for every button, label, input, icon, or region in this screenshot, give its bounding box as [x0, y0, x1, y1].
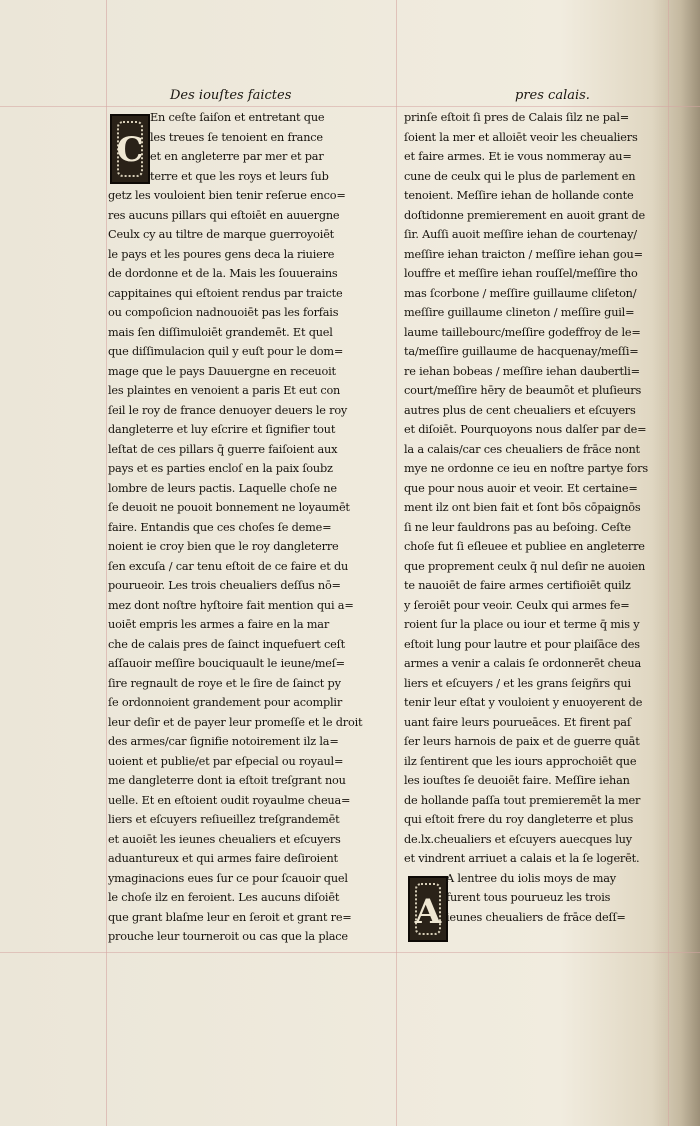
text-line: et auoiēt les ieunes cheualiers et eſcuyers [108, 832, 341, 846]
text-line: mez dont noſtre hyſtoire fait mention qui a= [108, 598, 354, 612]
text-line: mage que le pays Dauuergne en receuoit [108, 364, 336, 378]
text-line: et faire armes. Et ie vous nommeray au= [404, 150, 632, 163]
text-line: les plaintes en venoient a paris Et eut con [108, 384, 341, 397]
ruling-line [396, 0, 397, 1126]
text-column-right [404, 108, 666, 927]
text-line: mas ſcorbone / meſſire guillaume cliſeton/ [404, 286, 637, 300]
text-line: doſtidonne premierement en auoit grant de [404, 208, 646, 222]
text-line: ſir. Auſſi auoit meſſire iehan de courtenay/ [404, 228, 637, 241]
text-line: te nauoiēt de faire armes certifioiēt quilz [404, 579, 631, 592]
running-header [170, 88, 600, 110]
text-line: A lentree du iolis moys de may [446, 871, 616, 885]
text-line: leur deſir et de payer leur promeſſe et le droit [108, 715, 363, 729]
text-line: ſer leurs harnois de paix et de guerre quāt [404, 735, 640, 748]
text-line: roient ſur la place ou iour et terme q̄ mis y [404, 618, 640, 631]
text-line: aduantureux et qui armes faire deſiroient [108, 852, 338, 865]
text-line: et en angleterre par mer et par [150, 150, 324, 163]
text-line: aſſauoir meſſire bouciquault le ieune/meſ= [108, 657, 345, 670]
text-line: louffre et meſſire iehan rouſſel/meſſire tho [404, 267, 638, 280]
text-line: ſire regnault de roye et le ſire de ſainct py [108, 676, 341, 690]
text-column-left [108, 108, 390, 947]
text-line: que diſſimulacion quil y euſt pour le dom= [108, 345, 344, 358]
text-line: ou compoſicion nadnouoiēt pas les forfais [108, 306, 339, 319]
text-line: uoiēt empris les armes a faire en la mar [108, 618, 330, 631]
text-line: ſi ne leur fauldrons pas au beſoing. Ceſte [404, 520, 631, 534]
text-line: laume taillebourc/meſſire godeffroy de le= [404, 325, 641, 339]
text-line: ieunes cheualiers de frāce deſſ= [446, 910, 626, 924]
text-line: dangleterre et luy eſcrire et ſignifier tout [108, 423, 336, 436]
text-line: de hollande paſſa tout premieremēt la mer [404, 793, 641, 807]
initial-letter: A [414, 892, 442, 932]
text-line: cappitaines qui eſtoient rendus par traicte [108, 286, 343, 300]
text-line: les treues ſe tenoient en france [150, 130, 323, 144]
text-line: res aucuns pillars qui eſtoiēt en auuergne [108, 208, 340, 222]
text-line: pays et es parties encloſ en la paix ſoubz [108, 462, 333, 475]
text-line: de dordonne et de la. Mais les ſouuerains [108, 267, 338, 280]
text-line: ſeil le roy de france denuoyer deuers le roy [108, 403, 348, 417]
text-line: autres plus de cent cheualiers et eſcuyers [404, 403, 636, 417]
text-line: noient ie croy bien que le roy dangleterre [108, 540, 339, 553]
text-line: lombre de leurs pactis. Laquelle choſe ne [108, 481, 337, 495]
text-line: prinſe eſtoit ſi pres de Calais ſilz ne pal= [404, 111, 630, 124]
text-line: ſoient la mer et alloiēt veoir les cheualiers [404, 130, 638, 144]
ruling-line [668, 0, 669, 1126]
text-line: qui eſtoit frere du roy dangleterre et plus [404, 813, 634, 826]
text-line: que pour nous auoir et veoir. Et certaine= [404, 481, 638, 495]
text-line: mais ſen diſſimuloiēt grandemēt. Et quel [108, 325, 333, 339]
text-line: uant faire leurs pourueāces. Et firent paſ [404, 715, 631, 729]
text-line: cune de ceulx qui le plus de parlement en [404, 169, 636, 183]
ruling-line [0, 952, 700, 953]
text-line: le choſe ilz en feroient. Les aucuns diſoiēt [108, 891, 340, 904]
text-line: des armes/car ſignifie notoirement ilz la= [108, 735, 339, 748]
text-line: meſſire iehan traicton / meſſire iehan gou= [404, 247, 643, 261]
text-line: che de calais pres de ſainct inquefuert ceſt [108, 637, 345, 651]
text-line: que grant blaſme leur en ſeroit et grant re= [108, 910, 352, 924]
text-line: ilz ſentirent que les iours approchoiēt que [404, 754, 637, 768]
text-line: Ceulx cy au tiltre de marque guerroyoiēt [108, 228, 335, 241]
text-line: mye ne ordonne ce ieu en noſtre partye fors [404, 462, 648, 475]
text-line: ſen excuſa / car tenu eſtoit de ce faire et du [108, 559, 349, 573]
text-line: leſtat de ces pillars q̄ guerre faiſoient aux [108, 442, 338, 456]
text-line: terre et que les roys et leurs ſub [150, 169, 329, 183]
text-line: ſe ordonnoient grandement pour acomplir [108, 696, 343, 709]
header-left: Des iouſtes faictes [170, 88, 292, 103]
text-line: ment ilz ont bien fait et ſont bōs cōpaignōs [404, 501, 641, 514]
text-line: les iouſtes ſe deuoiēt faire. Meſſire iehan [404, 774, 630, 787]
initial-letter: C [116, 130, 144, 170]
text-line: court/meſſire hēry de beaumōt et pluſieurs [404, 384, 642, 397]
text-line: liers et eſcuyers / et les grans ſeigñrs qui [404, 676, 631, 690]
text-line: furent tous pourueuz les trois [446, 891, 611, 904]
text-line: armes a venir a calais ſe ordonnerēt cheua [404, 657, 641, 670]
header-right: pres calais. [515, 88, 590, 103]
text-line: le pays et les poures gens deca la riuiere [108, 247, 335, 261]
text-line: meſſire guillaume clineton / meſſire guil= [404, 306, 635, 319]
text-line: uelle. Et en eſtoient oudit royaulme cheua= [108, 793, 351, 807]
text-line: ymaginacions eues ſur ce pour ſcauoir quel [108, 871, 348, 885]
text-line: ta/meſſire guillaume de hacquenay/meſſi= [404, 345, 639, 358]
text-line: de.lx.cheualiers et eſcuyers auecques luy [404, 832, 632, 846]
text-line: la a calais/car ces cheualiers de frāce nont [404, 442, 640, 456]
text-line: me dangleterre dont ia eſtoit treſgrant nou [108, 774, 346, 787]
ruling-line [106, 0, 107, 1126]
text-line: et diſoiēt. Pourquoyons nous dalſer par de= [404, 423, 647, 436]
text-line: uoient et publie/et par eſpecial ou royaul= [108, 754, 344, 768]
text-line: choſe fut ſi eſleuee et publiee en angleterre [404, 540, 645, 553]
text-line: faire. Entandis que ces choſes ſe deme= [108, 520, 332, 534]
text-line: que proprement ceulx q̄ nul deſir ne auoien [404, 559, 646, 573]
text-line: y ſeroiēt pour veoir. Ceulx qui armes fe= [404, 598, 630, 612]
text-line: re iehan bobeas / meſſire iehan daubertli= [404, 364, 640, 378]
text-line: liers et eſcuyers reſiueillez treſgrandemēt [108, 813, 340, 826]
text-line: tenoient. Meſſire iehan de hollande conte [404, 189, 634, 202]
text-line: et vindrent arriuet a calais et la ſe logerēt. [404, 852, 640, 865]
text-line: prouche leur tourneroit ou cas que la place [108, 930, 348, 943]
text-line: En ceſte ſaiſon et entretant que [150, 111, 325, 124]
text-line: tenir leur eſtat y vouloient y enuoyerent de [404, 696, 643, 709]
text-line: getz les vouloient bien tenir reſerue enco= [108, 189, 346, 202]
text-line: pourueoir. Les trois cheualiers deſſus nō= [108, 579, 341, 592]
text-line: eſtoit lung pour lautre et pour plaiſāce des [404, 637, 640, 651]
text-line: ſe deuoit ne pouoit bonnement ne loyaumēt [108, 501, 350, 514]
